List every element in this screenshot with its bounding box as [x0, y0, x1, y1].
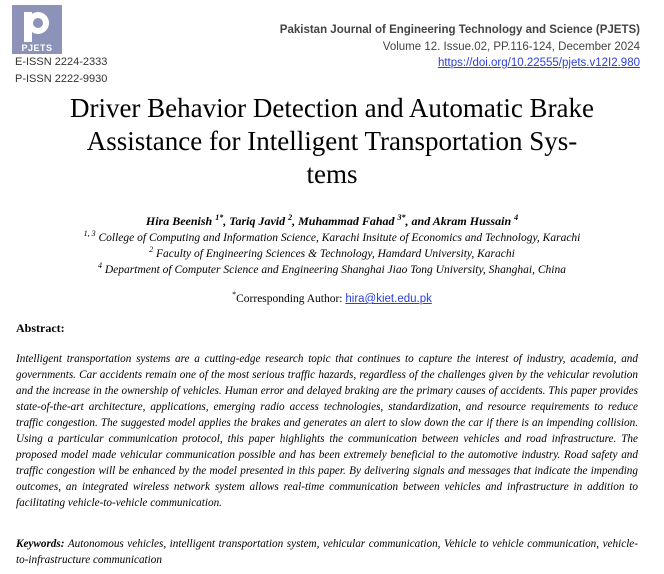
affiliation-sup: 1, 3 [83, 229, 96, 238]
author-name: Hira Beenish [145, 214, 213, 228]
affiliation-sup: 2 [149, 245, 154, 254]
corresponding-author [0, 290, 664, 305]
pjets-p-logo-icon [20, 10, 54, 44]
abstract-heading: Abstract: [16, 321, 65, 335]
p-issn: P-ISSN 2222-9930 [15, 73, 108, 85]
author-sup: 3* [397, 213, 406, 222]
affiliation [0, 245, 664, 260]
title-line: tems [306, 159, 358, 189]
affiliation [0, 261, 664, 276]
journal-volume: Volume 12. Issue.02, PP.116-124, December 2024 [382, 41, 640, 53]
author-name: Muhammad Fahad [298, 214, 395, 228]
title-line: Driver Behavior Detection and Automatic Brake [69, 93, 595, 123]
affiliation-text: Faculty of Engineering Sciences & Technology, Hamdard University, Karachi [156, 247, 515, 260]
corresponding-label: Corresponding Author: [236, 292, 346, 305]
author-sup: 1* [215, 213, 224, 222]
title-line: Assistance for Intelligent Transportation Sys- [86, 126, 578, 156]
e-issn: E-ISSN 2224-2333 [15, 56, 108, 68]
abstract-body: Intelligent transportation systems are a cutting-edge research topic that continues to capture the interest of industry, academia, and governments. Car accidents remain one of the most serious traffic hazards, regardless of the challenges given by the vehicular revolution and the increase in the ownership of vehicles. Human error and delayed braking are the primary causes of accidents. This paper provides state-of-the-art architecture, applications, emerging radio access technologies, standardization, and resource requirements to reduce traffic congestion. The suggested model applies the brakes and generates an alert to slow down the car if there is an impending collision. Using a particular communication protocol, this paper highlights the communication between vehicles and road infrastructure. The proposed model made vehicular communication possible and has been extremely beneficial to the automotive industry. Road safety and traffic congestion will be enhanced by the model presented in this paper. By delivering signals and messages that indicate the impending outcomes, an integrated wireless network system allows real-time communication between vehicles and infrastructure in addition to facilitating vehicle-to-vehicle communication. [16, 353, 638, 509]
corresponding-sup: * [232, 290, 237, 299]
journal-logo [12, 5, 62, 54]
author-sup: 2 [288, 213, 293, 222]
author-sup: 4 [514, 213, 519, 222]
affiliation-text: Department of Computer Science and Engineering Shanghai Jiao Tong University, Shanghai, China [104, 263, 566, 276]
keywords [16, 536, 638, 568]
paper-title [0, 92, 664, 191]
journal-name: Pakistan Journal of Engineering Technology and Science (PJETS) [279, 24, 640, 36]
author-name: Tariq Javid [229, 214, 286, 228]
author-list: Hira Beenish $^{1*}$, Tariq Javid $^2$, Muhammad Fahad $^{3*}$, and Akram Hussain $^4$ [145, 213, 519, 228]
corresponding-email-link[interactable]: hira@kiet.edu.pk [345, 292, 432, 305]
keywords-label: Keywords: [16, 538, 65, 550]
author-name: Akram Hussain [432, 214, 512, 228]
doi-link[interactable]: https://doi.org/10.22555/pjets.v12I2.980 [437, 57, 640, 69]
logo-text: PJETS [21, 43, 53, 53]
keywords-text: Autonomous vehicles, intelligent transportation system, vehicular communication, Vehicle to vehicle communication, vehicle-to-infrastructure communication [16, 538, 638, 566]
affiliation [0, 229, 664, 244]
affiliation-text: College of Computing and Information Science, Karachi Insitute of Economics and Technology, Karachi [98, 231, 581, 244]
affiliation-sup: 4 [97, 261, 102, 270]
